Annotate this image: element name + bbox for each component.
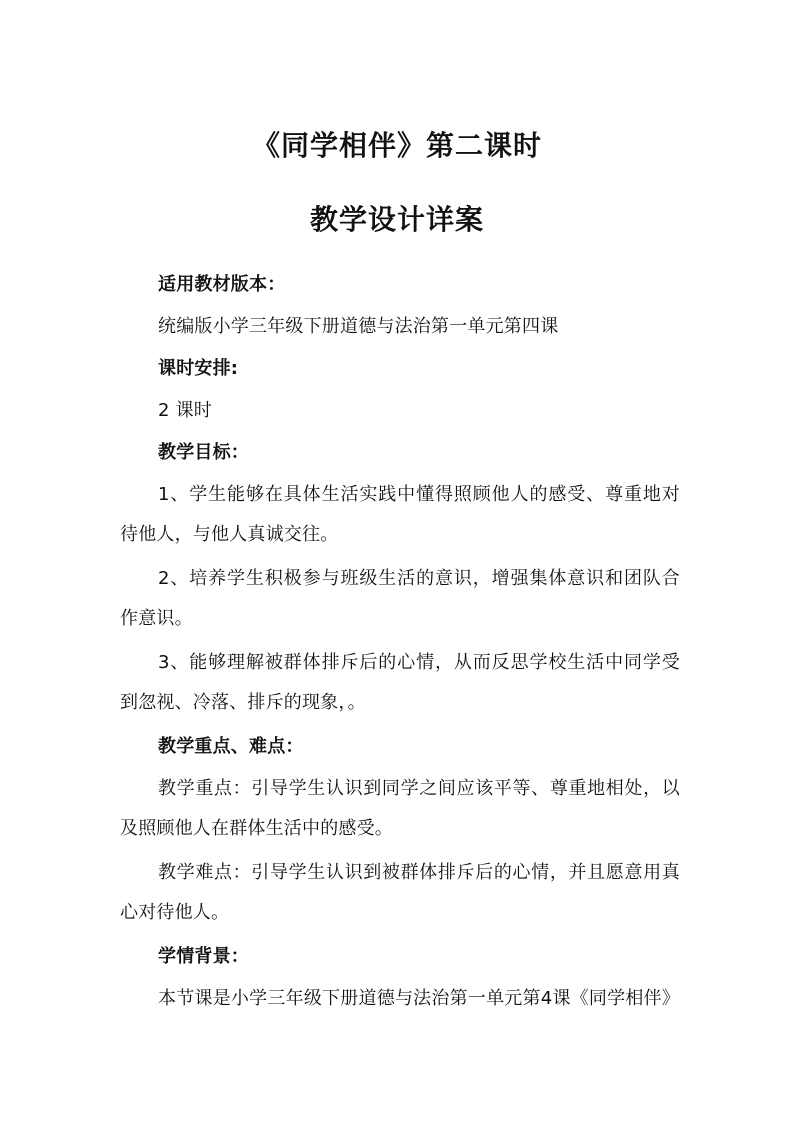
goal-3-line-2: 到忽视、冷落、排斥的现象，。 [120,692,366,713]
difficult-point-line-2: 心对待他人。 [120,902,230,923]
background-content-line-1: 本节课是小学三年级下册道德与法治第一单元第4课《同学相伴》 [158,988,680,1009]
background-heading: 学情背景： [158,946,249,967]
goal-1-line-1: 1、学生能够在具体生活实践中懂得照顾他人的感受、尊重地对 [158,484,680,505]
document-subtitle: 教学设计详案 [309,203,484,236]
document-title: 《同学相伴》第二课时 [251,129,542,162]
schedule-content: 2 课时 [158,400,212,421]
goals-heading: 教学目标： [158,442,249,463]
key-points-heading: 教学重点、难点： [158,736,304,757]
textbook-heading: 适用教材版本： [158,274,286,295]
goal-3-line-1: 3、能够理解被群体排斥后的心情，从而反思学校生活中同学受 [158,652,680,673]
key-point-line-2: 及照顾他人在群体生活中的感受。 [120,818,393,839]
goal-1-line-2: 待他人，与他人真诚交往。 [120,524,339,545]
difficult-point-line-1: 教学难点：引导学生认识到被群体排斥后的心情，并且愿意用真 [158,862,680,883]
key-point-line-1: 教学重点：引导学生认识到同学之间应该平等、尊重地相处，以 [158,778,680,799]
goal-2-line-1: 2、培养学生积极参与班级生活的意识，增强集体意识和团队合 [158,568,680,589]
schedule-heading: 课时安排: [158,358,239,379]
goal-2-line-2: 作意识。 [120,608,193,629]
textbook-content: 统编版小学三年级下册道德与法治第一单元第四课 [158,316,559,337]
